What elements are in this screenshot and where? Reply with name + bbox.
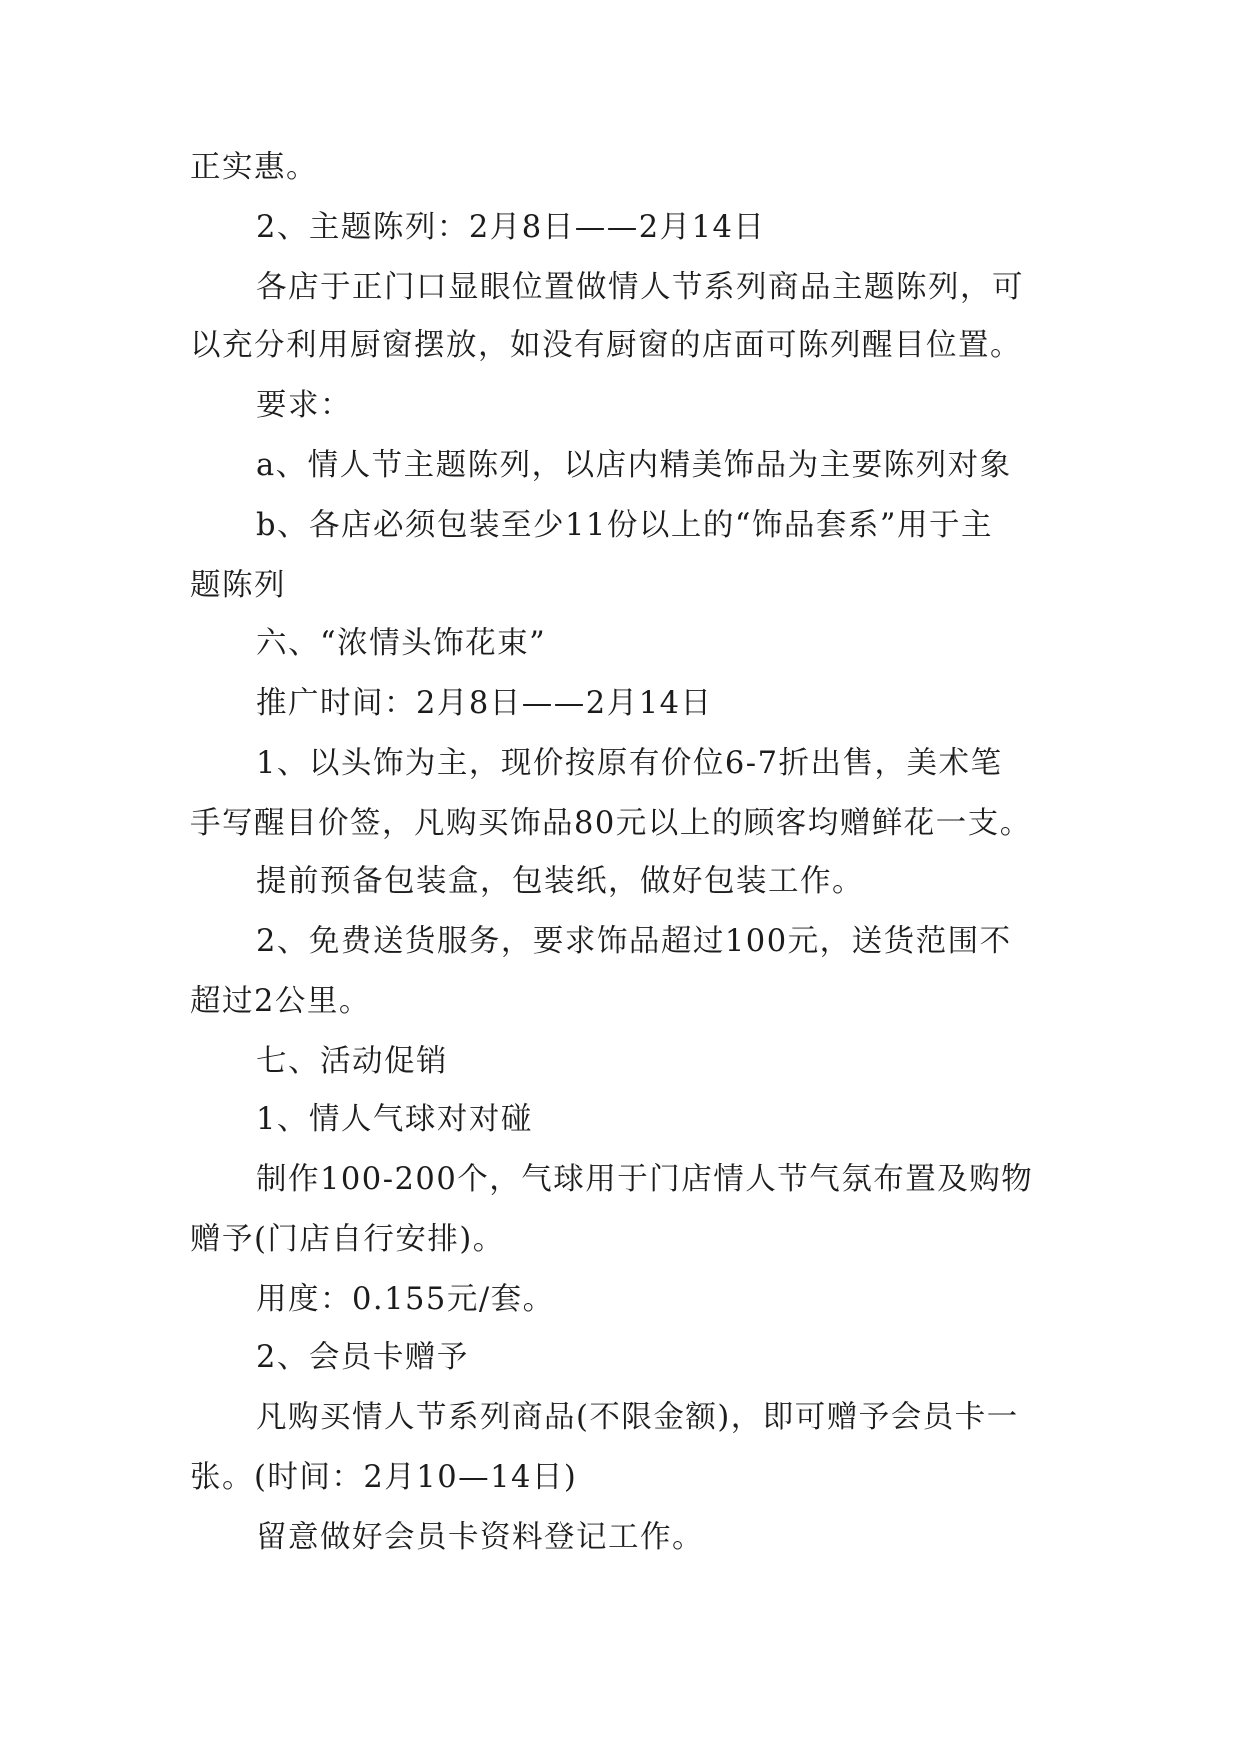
section-heading: 2、主题陈列：2月8日——2月14日 bbox=[256, 210, 766, 245]
text-line: 留意做好会员卡资料登记工作。 bbox=[256, 1520, 704, 1555]
list-item: a、情人节主题陈列，以店内精美饰品为主要陈列对象 bbox=[256, 448, 1012, 483]
text-line: 手写醒目价签，凡购买饰品80元以上的顾客均赠鲜花一支。 bbox=[190, 806, 1032, 841]
list-item: 2、免费送货服务，要求饰品超过100元，送货范围不 bbox=[256, 924, 1012, 959]
text-line: 赠予(门店自行安排)。 bbox=[190, 1222, 505, 1257]
text-line: 超过2公里。 bbox=[190, 984, 371, 1019]
text-line: 提前预备包装盒，包装纸，做好包装工作。 bbox=[256, 864, 864, 899]
text-line: 制作100-200个，气球用于门店情人节气氛布置及购物 bbox=[256, 1162, 1034, 1197]
text-line: 正实惠。 bbox=[190, 150, 318, 185]
list-item: 2、会员卡赠予 bbox=[256, 1340, 469, 1375]
text-line: 凡购买情人节系列商品(不限金额)，即可赠予会员卡一 bbox=[256, 1400, 1019, 1435]
text-line: 张。(时间：2月10—14日) bbox=[190, 1460, 578, 1495]
list-item: b、各店必须包装至少11份以上的“饰品套系”用于主 bbox=[256, 508, 994, 543]
text-line: 要求： bbox=[256, 388, 352, 423]
section-heading: 六、“浓情头饰花束” bbox=[256, 626, 547, 661]
text-line: 推广时间：2月8日——2月14日 bbox=[256, 686, 713, 721]
list-item: 1、情人气球对对碰 bbox=[256, 1102, 533, 1137]
text-line: 题陈列 bbox=[190, 568, 286, 603]
text-line: 以充分利用厨窗摆放，如没有厨窗的店面可陈列醒目位置。 bbox=[190, 328, 1022, 363]
text-line: 各店于正门口显眼位置做情人节系列商品主题陈列，可 bbox=[256, 270, 1024, 305]
list-item: 1、以头饰为主，现价按原有价位6-7折出售，美术笔 bbox=[256, 746, 1003, 781]
section-heading: 七、活动促销 bbox=[256, 1044, 448, 1079]
text-line: 用度：0.155元/套。 bbox=[256, 1282, 555, 1317]
